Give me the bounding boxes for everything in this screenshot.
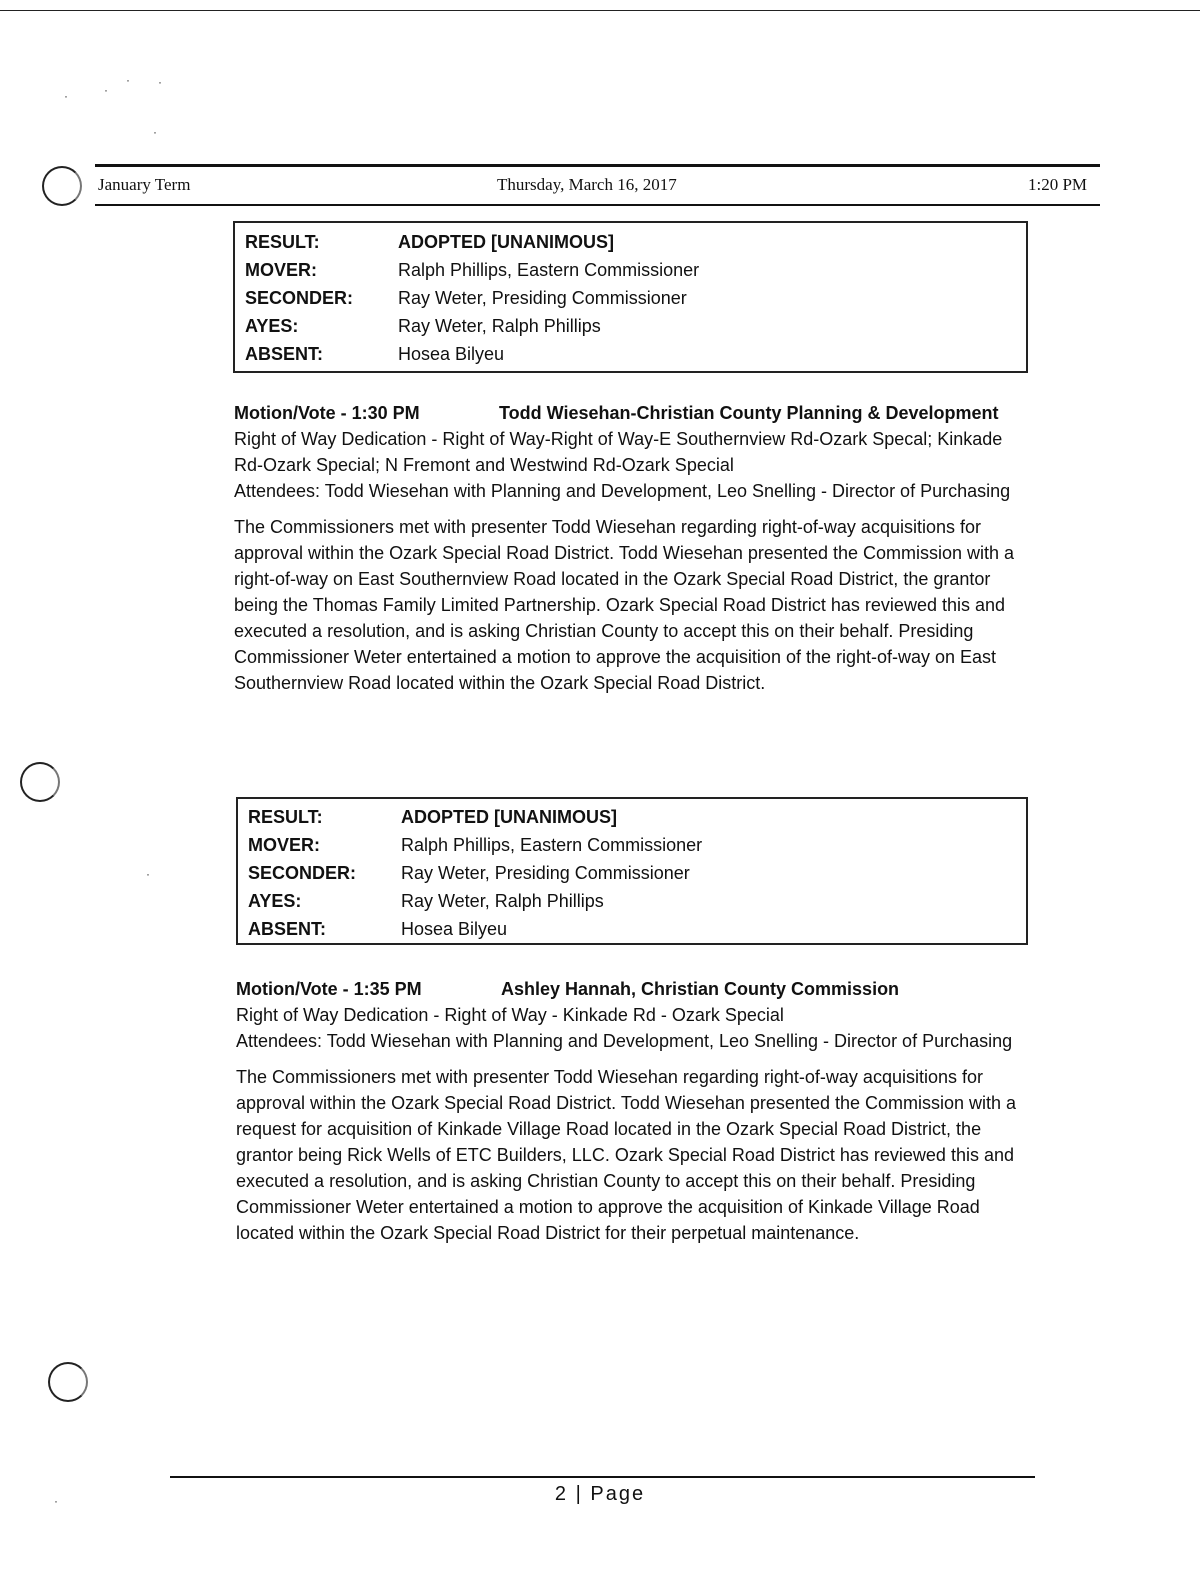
result-value: ADOPTED [UNANIMOUS]: [401, 807, 617, 827]
motion-body: The Commissioners met with presenter Todd Wiesehan regarding right-of-way acquisitions for approval within the Ozark Special Road District. Todd Wiesehan presented the Commission with a request for acquisition of Kinkade Village Road located in the Ozark Special Road District, the grantor being Rick Wells of ETC Builders, LLC. Ozark Special Road District has reviewed this and executed a resolution, and is asking Christian County to accept this on their behalf. Presiding Commissioner Weter entertained a motion to approve the acquisition of Kinkade Village Road located within the Ozark Special Road District for their perpetual maintenance.: [236, 1067, 1017, 1243]
punch-hole-icon: [42, 166, 82, 206]
motion-item: Right of Way Dedication - Right of Way - Kinkade Rd - Ozark Special: [236, 1005, 784, 1025]
ayes-label: AYES:: [248, 891, 302, 911]
scan-speck: ·: [146, 867, 150, 881]
result-value: ADOPTED [UNANIMOUS]: [398, 232, 614, 252]
motion-time: Motion/Vote - 1:30 PM: [234, 403, 420, 423]
result-label: RESULT:: [245, 232, 320, 252]
scan-speck: ·: [153, 125, 157, 139]
scan-top-edge: [0, 10, 1200, 11]
absent-label: ABSENT:: [245, 344, 324, 364]
scan-speck: ·: [54, 1494, 58, 1508]
page-number: 2 | Page: [554, 1483, 646, 1505]
seconder-label: SECONDER:: [245, 288, 354, 308]
vote-result-table: [233, 221, 1028, 373]
vote-result-table: [236, 797, 1028, 945]
mover-value: Ralph Phillips, Eastern Commissioner: [398, 260, 700, 280]
absent-value: Hosea Bilyeu: [398, 344, 505, 364]
motion-attendees: Attendees: Todd Wiesehan with Planning and Development, Leo Snelling - Director of Purchasing: [236, 1031, 1013, 1051]
motion-attendees: Attendees: Todd Wiesehan with Planning and Development, Leo Snelling - Director of Purchasing: [234, 481, 1011, 501]
motion-item: Right of Way Dedication - Right of Way-Right of Way-E Southernview Rd-Ozark Specal; Kinkade Rd-Ozark Special; N Fremont and Westwind Rd-Ozark Special: [234, 429, 1003, 475]
seconder-label: SECONDER:: [248, 863, 357, 883]
punch-hole-icon: [48, 1362, 88, 1402]
header-time: 1:20 PM: [1028, 175, 1088, 194]
footer-rule: [170, 1476, 1035, 1478]
ayes-label: AYES:: [245, 316, 299, 336]
mover-label: MOVER:: [248, 835, 320, 855]
absent-value: Hosea Bilyeu: [401, 919, 508, 939]
header-term: January Term: [98, 175, 191, 194]
ayes-value: Ray Weter, Ralph Phillips: [398, 316, 601, 336]
motion-heading: [236, 976, 1036, 1002]
header-rule-bottom: [95, 204, 1100, 206]
punch-hole-icon: [20, 762, 60, 802]
scan-speck: ·: [104, 83, 108, 97]
motion-time: Motion/Vote - 1:35 PM: [236, 979, 422, 999]
scan-speck: ·: [158, 75, 162, 89]
mover-label: MOVER:: [245, 260, 317, 280]
seconder-value: Ray Weter, Presiding Commissioner: [398, 288, 687, 308]
motion-body: The Commissioners met with presenter Todd Wiesehan regarding right-of-way acquisitions for approval within the Ozark Special Road District. Todd Wiesehan presented the Commission with a right-of-way on East Southernview Road located in the Ozark Special Road District, the grantor being the Thomas Family Limited Partnership. Ozark Special Road District has reviewed this and executed a resolution, and is asking Christian County to accept this on their behalf. Presiding Commissioner Weter entertained a motion to approve the acquisition of the right-of-way on East Southernview Road located within the Ozark Special Road District.: [234, 517, 1015, 693]
motion-title: Ashley Hannah, Christian County Commission: [501, 979, 900, 999]
absent-label: ABSENT:: [248, 919, 327, 939]
motion-section-2: [236, 976, 1036, 1246]
motion-title: Todd Wiesehan-Christian County Planning & Development: [499, 403, 999, 423]
motion-heading: [234, 400, 1034, 426]
ayes-value: Ray Weter, Ralph Phillips: [401, 891, 604, 911]
seconder-value: Ray Weter, Presiding Commissioner: [401, 863, 690, 883]
result-label: RESULT:: [248, 807, 323, 827]
motion-section-1: [234, 400, 1034, 696]
scan-speck: ·: [64, 89, 68, 103]
mover-value: Ralph Phillips, Eastern Commissioner: [401, 835, 703, 855]
scan-speck: ·: [126, 73, 130, 87]
header-rule-top: [95, 164, 1100, 167]
header-date: Thursday, March 16, 2017: [497, 175, 677, 194]
